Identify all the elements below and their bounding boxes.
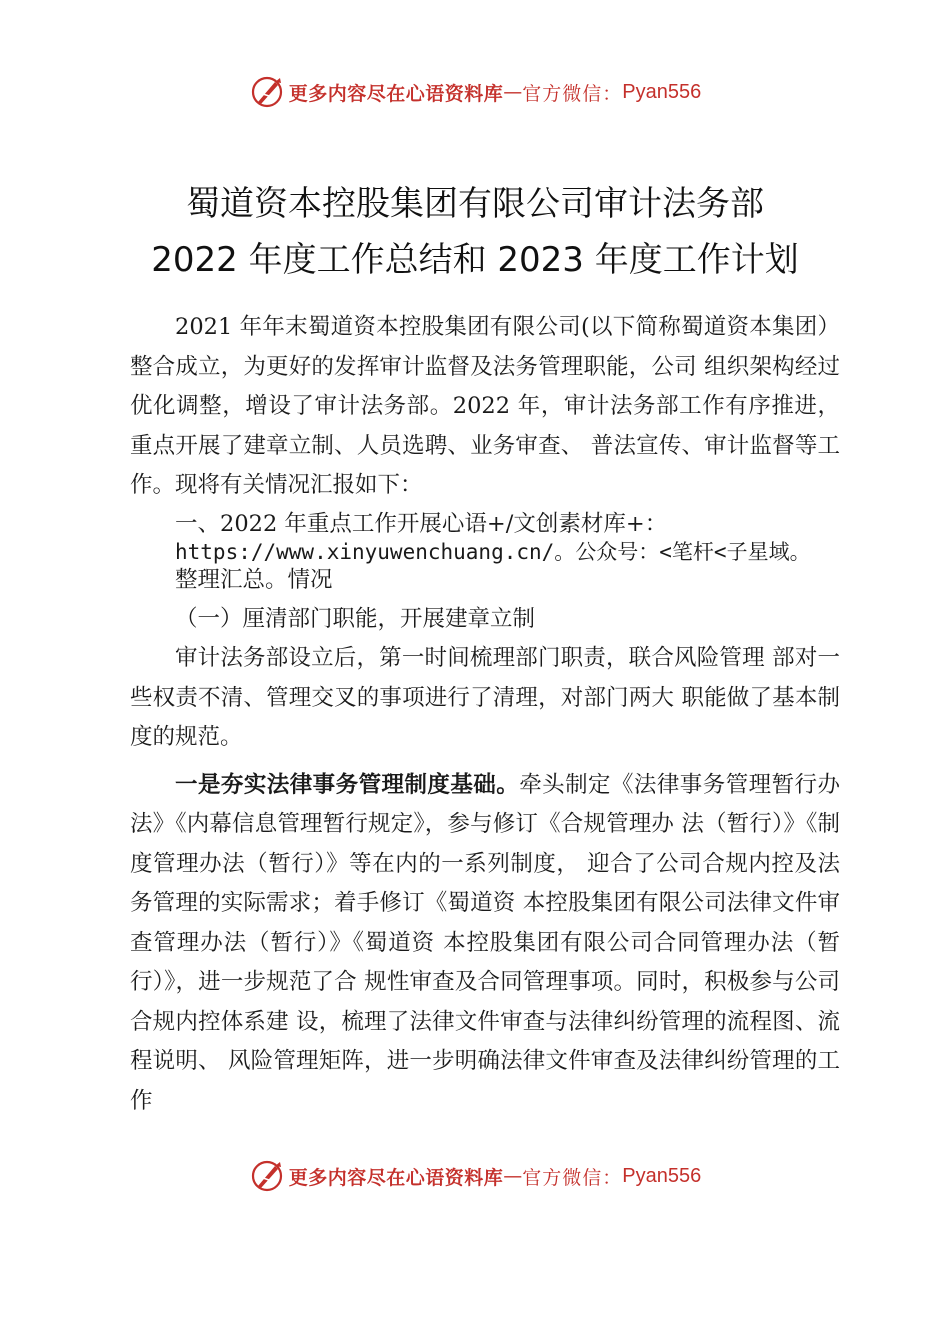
section-1-heading-text: 一、2022 年重点工作开展心语+/文创素材库+： [175, 510, 668, 537]
watermark-text: 更多内容尽在心语资料库 [288, 1166, 504, 1189]
quill-logo-icon [249, 1158, 285, 1194]
intro-paragraph: 2021 年年末蜀道资本控股集团有限公司(以下简称蜀道资本集团）整合成立，为更好的发挥审计监督及法务管理职能，公司 组织架构经过优化调整，增设了审计法务部。2022 年，审计法务部工作有序推进，重点开展了建章立制、人员选聘、业务审查、 普法宣传、审计监督等工作。现将有关情况汇报如下： [130, 314, 840, 498]
watermark-wechat-label: 官方微信： [522, 82, 623, 105]
watermark-text: 更多内容尽在心语资料库 [288, 82, 504, 105]
watermark-banner-top [0, 72, 950, 112]
document-title-line-1: 蜀道资本控股集团有限公司审计法务部 [186, 184, 764, 224]
watermark-banner-bottom [0, 1156, 950, 1196]
watermark-wechat-id: Pyan556 [622, 80, 702, 103]
section-1-url: https://www.xinyuwenchuang.cn/。公众号：<笔杆<子星域。 [175, 539, 811, 564]
section-1-heading-tail: 整理汇总。情况 [175, 566, 333, 593]
paragraph-3 [130, 766, 840, 1122]
subsection-1-heading: （一）厘清部门职能，开展建章立制 [175, 605, 536, 632]
document-body [130, 308, 840, 1121]
watermark-wechat-label: 官方微信： [522, 1166, 623, 1189]
paragraph-3-lead: 一是夯实法律事务管理制度基础。 [175, 771, 520, 798]
watermark-separator: — [503, 1165, 523, 1187]
paragraph-3-text: 牵头制定《法律事务管理暂行办法》《内幕信息管理暂行规定》，参与修订《合规管理办 法（暂行）》《制度管理办法（暂行）》等在内的一系列制度， 迎合了公司合规内控及法务管理的实际需求；着手修订《蜀道资 本控股集团有限公司法律文件审查管理办法（暂行）》《蜀道资 本控股集团有限公司合同管理办法（暂行）》，进一步规范了合 规性审查及合同管理事项。同时，积极参与公司合规内控体系建 设，梳理了法律文件审查与法律纠纷管理的流程图、流程说明、 风险管理矩阵，进一步明确法律文件审查及法律纠纷管理的工作 [130, 771, 840, 1114]
watermark-separator: — [503, 81, 523, 103]
watermark-wechat-id: Pyan556 [622, 1164, 702, 1187]
document-title-line-2: 2022 年度工作总结和 2023 年度工作计划 [151, 240, 799, 280]
section-1-heading [130, 510, 840, 594]
quill-logo-icon [249, 74, 285, 110]
paragraph-2: 审计法务部设立后，第一时间梳理部门职责，联合风险管理 部对一些权责不清、管理交叉的事项进行了清理，对部门两大 职能做了基本制度的规范。 [130, 645, 840, 750]
